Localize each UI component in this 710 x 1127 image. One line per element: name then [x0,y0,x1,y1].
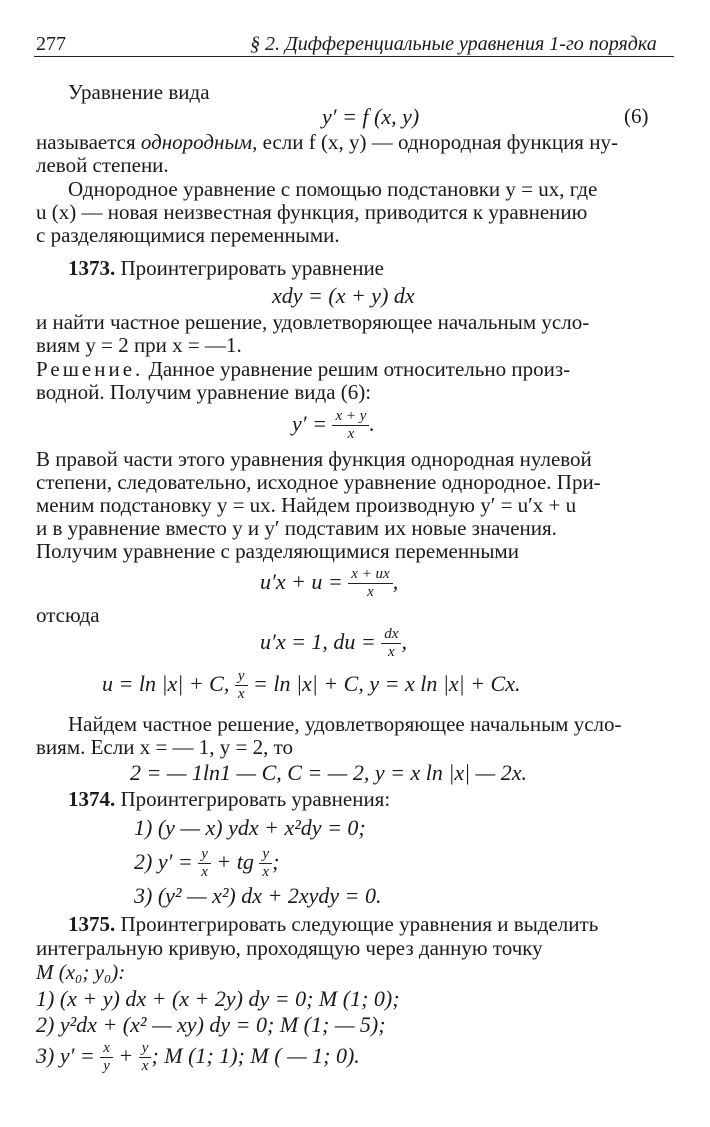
eq-d-numerator: y [237,668,245,685]
text-line-4: и в уравнение вместо y и y′ подставим их новые значения. [36,516,557,540]
eq-c-denominator: x [381,643,401,661]
problem-1373-heading [68,256,384,281]
intro-line-2b: если f (x, y) — однородная функция ну- [262,130,618,154]
text-line-3: меним подстановку y = ux. Найдем производную y′ = u′x + u [36,493,577,517]
eq-c-fraction [381,626,401,661]
intro-line-3: левой степени. [36,153,169,177]
eq-d-fraction [235,668,248,703]
eq-d-denominator: x [235,685,248,703]
item3-prefix: 3) y′ = [36,1043,95,1068]
particular-line-2: виям. Если x = — 1, y = 2, то [36,735,294,759]
solution-word: Решение. [36,357,144,381]
eq-c-lhs: u′x = 1, du = [260,629,376,654]
item3-denominator-2: x [139,1057,152,1075]
item3-numerator-2: y [141,1040,149,1057]
problem-1374-item-1: 1) (y — x) ydx + x²dy = 0; [134,815,366,840]
problem-1373-number: 1373. [68,256,116,280]
solution-line-2: водной. Получим уравнение вида (6): [36,380,372,404]
text-line-2: степени, следовательно, исходное уравнение однородное. При- [36,470,601,494]
problem-1374-task: Проинтегрировать уравнения: [120,787,391,811]
intro-line-2 [36,130,618,155]
eq-a-end: . [369,411,375,436]
problem-1375-item-3 [36,1036,360,1076]
particular-line-1: Найдем частное решение, удовлетворяющее начальным усло- [68,712,622,736]
problem-1375-item-1: 1) (x + y) dx + (x + 2y) dy = 0; M (1; 0); [36,986,400,1011]
running-title: § 2. Дифференциальные уравнения 1-го порядка [250,33,657,55]
equation-6-label: (6) [624,104,649,128]
problem-1373-task: Проинтегрировать уравнение [120,256,385,280]
item2-numerator-1: y [201,846,208,863]
item3-end: ; M (1; 1); M ( — 1; 0). [151,1043,360,1068]
eq-c-end: , [401,629,407,654]
problem-1375-number: 1375. [68,912,116,936]
item3-plus: + [118,1043,134,1068]
problem-1375-line-1: Проинтегрировать следующие уравнения и выделить [120,912,599,936]
intro-line-2a: называется [36,130,136,154]
problem-1374-item-3: 3) (y² — x²) dx + 2xydy = 0. [134,883,382,908]
eq-d-part-1: u = ln |x| + C, [102,671,230,696]
text-line-5: Получим уравнение с разделяющимися переменными [36,539,519,563]
problem-1373-equation: xdy = (x + y) dx [272,283,415,308]
item3-numerator-1: x [103,1040,110,1057]
item2-denominator-1: x [198,863,211,881]
equation-du [260,622,407,662]
eq-b-fraction [348,566,392,601]
eq-c-numerator: dx [384,626,399,643]
problem-1374-number: 1374. [68,787,116,811]
eq-a-numerator: x + y [335,408,367,425]
problem-1374-heading [68,787,390,812]
problem-1375-line-2: интегральную кривую, проходящую через данную точку [36,936,543,960]
equation-separable [260,562,398,602]
equation-y-prime-fraction [292,404,375,444]
solution-line-1 [36,357,570,382]
solution-text-1: Данное уравнение решим относительно произ- [148,357,571,381]
item3-fraction-1 [100,1040,113,1075]
eq-b-denominator: x [348,583,392,601]
item2-prefix: 2) y′ = [134,849,193,874]
word-hence: отсюда [36,603,100,627]
eq-b-lhs: u′x + u = [260,569,343,594]
item2-numerator-2: y [262,846,270,863]
item2-fraction-1 [198,846,211,881]
header-rule [34,56,674,57]
equation-6: y′ = f (x, y) [322,104,420,129]
item3-fraction-2 [139,1040,152,1075]
item2-fraction-2 [259,846,272,881]
problem-1374-item-2 [134,842,279,882]
item2-middle: + tg [216,849,254,874]
eq-a-fraction [332,408,369,443]
equation-particular-solution: 2 = — 1ln1 — C, C = — 2, y = x ln |x| — 2x. [130,760,528,785]
eq-a-denominator: x [332,425,369,443]
problem-1373-line-2: виям y = 2 при x = —1. [36,333,242,357]
text-line-1: В правой части этого уравнения функция однородная нулевой [36,447,592,471]
eq-b-numerator: x + ux [351,566,390,583]
intro-term-homogeneous: однородным, [140,130,258,154]
intro-line-1: Уравнение вида [68,80,210,104]
item2-denominator-2: x [259,863,272,881]
para2-line-1: Однородное уравнение с помощью подстановки y = ux, где [68,177,598,201]
equation-general-solution [102,664,521,704]
eq-a-lhs: y′ = [292,411,327,436]
eq-b-end: , [392,569,399,594]
para2-line-2: u (x) — новая неизвестная функция, приводится к уравнению [36,200,588,224]
item3-denominator-1: y [100,1057,113,1075]
page-number: 277 [36,33,66,55]
problem-1375-line-3: M (x₀; y₀): [36,960,126,984]
problem-1373-line-1: и найти частное решение, удовлетворяющее начальным усло- [36,310,590,334]
para2-line-3: с разделяющимися переменными. [36,223,340,247]
item2-end: ; [272,849,280,874]
problem-1375-heading [68,912,598,937]
eq-d-part-2: = ln |x| + C, y = x ln |x| + Cx. [253,671,521,696]
problem-1375-item-2: 2) y²dx + (x² — xy) dy = 0; M (1; — 5); [36,1012,386,1037]
